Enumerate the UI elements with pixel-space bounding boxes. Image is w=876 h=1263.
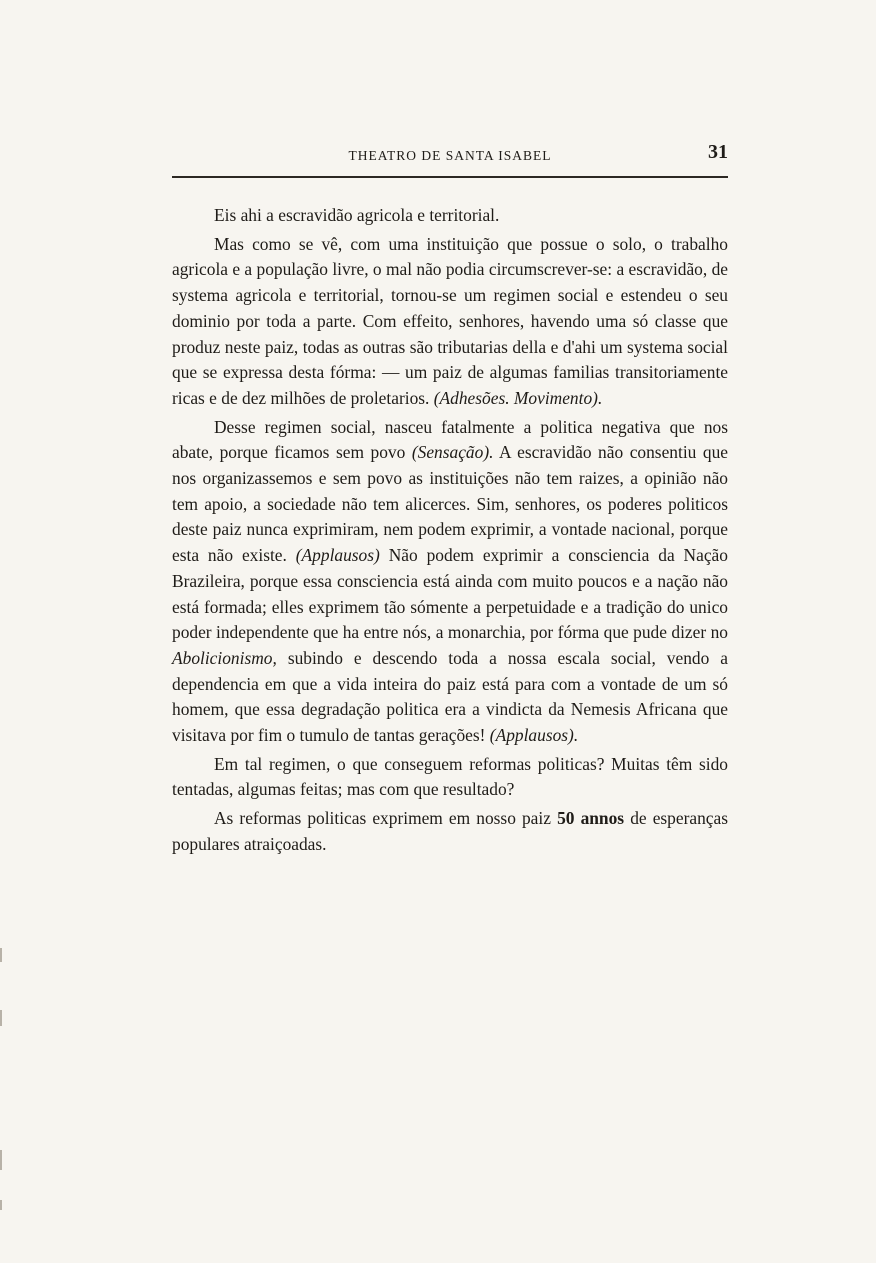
- scan-edge-mark: [0, 948, 2, 962]
- scan-edge-mark: [0, 1010, 2, 1026]
- paragraph-text: Mas como se vê, com uma instituição que possue o solo, o trabalho agricola e a população livre, o mal não podia circumscrever-se: a escravidão, de systema agricola e territorial, tornou-se um regimen social e estendeu o seu dominio por toda a parte. Com effeito, senhores, havendo uma só classe que produz neste paiz, todas as outras são tributarias della e d'ahi um systema social que se expressa desta fórma: — um paiz de algumas familias transitoriamente ricas e de dez milhões de proletarios.: [172, 233, 728, 408]
- paragraph-3: [172, 415, 728, 749]
- scan-edge-mark: [0, 1200, 2, 1210]
- paragraph-5: [172, 806, 728, 857]
- scan-edge-mark: [0, 1150, 2, 1170]
- paragraph-text: subindo e descendo toda a nossa escala social, vendo a dependencia em que a vida inteira do paiz está para com a vontade de um só homem, que essa degradação politica era a vindicta da Nemesis Africana que visitava por fim o tumulo de tantas gerações!: [172, 647, 728, 746]
- paragraph-text: Não podem exprimir a consciencia da Nação Brazileira, porque essa consciencia está ainda com muito poucos e a nação não está formada; elles exprimem tão sómente a perpetuidade e a tradição do unico poder independente que ha entre nós, a monarchia, por fórma que pude dizer no: [172, 545, 728, 643]
- paragraph-text: de esperanças populares atraiçoadas.: [172, 808, 729, 854]
- book-title-reference: Abolicionismo,: [172, 647, 277, 668]
- page-header: [172, 140, 728, 172]
- paragraph-text: Em tal regimen, o que conseguem reformas politicas? Muitas têm sido tentadas, algumas feitas; mas com que resultado?: [172, 753, 728, 800]
- paragraph-4: [172, 752, 728, 803]
- paragraph-text: As reformas politicas exprimem em nosso paiz: [214, 808, 551, 829]
- paragraph-text: A escravidão não consentiu que nos organizassemos e sem povo as instituições não tem raizes, a opinião não tem apoio, a sociedade não tem alicerces. Sim, senhores, os poderes politicos deste paiz nunca exprimiram, nem podem exprimir, a vontade nacional, porque esta não existe.: [172, 442, 728, 566]
- reaction-note: (Adhesões. Movimento).: [433, 387, 603, 408]
- paragraph-1: [172, 203, 728, 229]
- header-rule: [172, 176, 728, 178]
- paragraph-text: Eis ahi a escravidão agricola e territorial.: [214, 205, 500, 225]
- reaction-note: (Sensação).: [411, 442, 494, 463]
- page-number: 31: [708, 141, 728, 163]
- paragraph-2: [172, 232, 728, 412]
- page-body: [172, 203, 728, 858]
- reaction-note: (Applausos): [295, 545, 380, 566]
- reaction-note: (Applausos).: [489, 725, 579, 746]
- running-title: THEATRO DE SANTA ISABEL: [348, 148, 552, 163]
- emphasis-number: 50 annos: [557, 808, 625, 829]
- paragraph-text: Desse regimen social, nasceu fatalmente a politica negativa que nos abate, porque ficamos sem povo: [172, 416, 728, 463]
